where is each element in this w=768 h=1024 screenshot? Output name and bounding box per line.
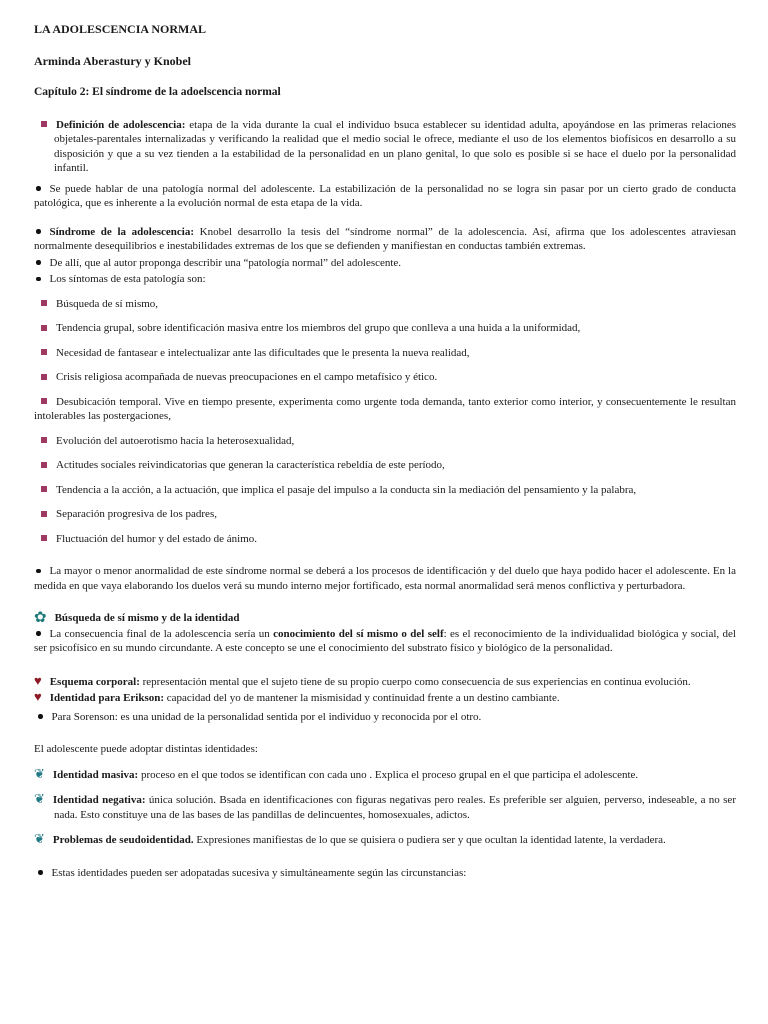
- negativa-label: Identidad negativa:: [52, 794, 146, 806]
- bullet-icon: [38, 714, 43, 719]
- square-bullet-icon: [41, 437, 47, 443]
- bullet-icon: [36, 631, 41, 636]
- document-title: LA ADOLESCENCIA NORMAL: [34, 22, 207, 36]
- sintoma-item: Separación progresiva de los padres,: [34, 507, 736, 522]
- leaf-icon: ❦: [34, 831, 45, 846]
- sintoma-item: Crisis religiosa acompañada de nuevas preocupaciones en el campo metafísico y ético.: [34, 370, 736, 385]
- square-bullet-icon: [41, 300, 47, 306]
- sintoma-item: Fluctuación del humor y del estado de ánimo.: [34, 532, 736, 547]
- bullet-icon: [36, 277, 41, 282]
- patologia-text: Se puede hablar de una patología normal del adolescente. La estabilización de la personalidad no se logra sin pasar por un cierto grado de conducta patológica, que es inherente a la evolución normal de esta etapa de la vida.: [34, 182, 736, 209]
- anormalidad-text: La mayor o menor anormalidad de este síndrome normal se deberá a los procesos de identificación y del duelo que haya podido hacer el adolescente. En la medida en que vaya elaborando los duelos verá su mundo interno mejor fortificado, esta normal anormalidad será menos conflictiva y perturbadora.: [34, 565, 736, 592]
- sorenson-paragraph: Para Sorenson: es una unidad de la personalidad sentida por el individuo y reconocida por el otro.: [34, 710, 736, 725]
- square-bullet-icon: [41, 325, 47, 331]
- square-bullet-icon: [41, 398, 47, 404]
- sintomas-intro-text: Los síntomas de esta patología son:: [49, 273, 206, 285]
- chapter-title: Capítulo 2: El síndrome de la adoelscencia normal: [34, 86, 281, 98]
- negativa-paragraph: ❦ Identidad negativa: única solución. Bsada en identificaciones con figuras negativas pero reales. Es preferible ser alguien, perverso, indeseable, a no ser nada. Esto constituye una de las bases de las pandillas de delincuentes, homosexuales, adictos.: [34, 791, 736, 821]
- ultima-paragraph: Estas identidades pueden ser adopatadas sucesiva y simultáneamente según las circunstancias:: [34, 866, 736, 881]
- authors: Arminda Aberastury y Knobel: [34, 53, 192, 68]
- bullet-icon: [36, 569, 41, 574]
- busqueda-heading-text: Búsqueda de sí mismo y de la identidad: [54, 612, 240, 624]
- bullet-icon: [36, 260, 41, 265]
- identidades-intro: El adolescente puede adoptar distintas identidades:: [34, 743, 258, 755]
- leaf-icon: ❦: [34, 791, 45, 806]
- square-bullet-icon: [41, 486, 47, 492]
- definition-text: etapa de la vida durante la cual el individuo bsuca establecer su identidad adulta, apoyándose en las primeras relaciones objetales-parentales internalizadas y verificando la realidad que el medio social le ofrece, mediante el uso de los elementos biofísicos en desarrollo a su disposición y que a su vez tienden a la estabilidad de la personalidad en un plano genital, lo que solo es posible si se hace el duelo por la personalidad infantil.: [54, 118, 736, 174]
- sindrome-paragraph: [34, 225, 736, 254]
- square-bullet-icon: [41, 535, 47, 541]
- masiva-paragraph: ❦ Identidad masiva: proceso en el que todos se identifican con cada uno . Explica el proceso grupal en el que participa el adolescente.: [34, 765, 639, 781]
- seudo-paragraph: ❦ Problemas de seudoidentidad. Expresiones manifiestas de lo que se quisiera o pudiera ser y que ocultan la identidad latente, la verdadera.: [34, 831, 666, 846]
- self-term: conocimiento del sí mismo o del self: [273, 627, 444, 640]
- bullet-icon: [38, 870, 43, 875]
- esquema-label: Esquema corporal:: [49, 675, 140, 688]
- sintoma-item: Desubicación temporal. Vive en tiempo presente, experimenta como urgente toda demanda, tanto exterior como interior, y consecuentemente le resultan intolerables las postergaciones,: [34, 395, 736, 422]
- sintoma-item: Necesidad de fantasear e intelectualizar ante las dificultades que le presenta la nueva realidad,: [34, 346, 736, 361]
- sintoma-item: Evolución del autoerotismo hacia la heterosexualidad,: [34, 434, 736, 449]
- flower-icon: ✿: [34, 610, 47, 626]
- square-bullet-icon: [41, 121, 47, 127]
- bullet-icon: [36, 229, 41, 234]
- sintoma-item: Búsqueda de sí mismo,: [34, 297, 736, 312]
- dealli-text: De allí, que al autor proponga describir una “patología normal” del adolescente.: [49, 256, 402, 269]
- bullet-icon: [36, 186, 41, 191]
- sindrome-text: Knobel desarrollo la tesis del “síndrome normal” de la adolescencia. Así, afirma que los adolescentes atraviesan normalmente desequilibrios e inestabilidades extremas de los que se defienden y manifiestan en conductas también extremas.: [34, 225, 737, 252]
- sintomas-intro-paragraph: [34, 272, 736, 287]
- sindrome-label: Síndrome de la adolescencia:: [49, 225, 194, 238]
- definition-label: Definición de adolescencia:: [56, 118, 186, 131]
- busqueda-paragraph: La consecuencia final de la adolescencia sería un conocimiento del sí mismo o del self: es el reconocimiento de la individualidad biológica y social, del ser psicofísico en su mundo circundante. A este concepto se une el conocimiento del substrato físico y biológico de la personalidad.: [34, 627, 736, 654]
- anormalidad-paragraph: [34, 564, 736, 593]
- sintomas-list: [34, 297, 736, 547]
- sintoma-item: Tendencia grupal, sobre identificación masiva entre los miembros del grupo que conlleva a una huida a la uniformidad,: [34, 321, 736, 336]
- seudo-label: Problemas de seudoidentidad.: [52, 834, 194, 846]
- heart-icon: ♥: [34, 672, 42, 688]
- patologia-paragraph: [34, 182, 736, 211]
- sintoma-item: Tendencia a la acción, a la actuación, que implica el pasaje del impulso a la conducta sin la mediación del pensamiento y la palabra,: [34, 483, 736, 498]
- esquema-paragraph: ♥ Esquema corporal: representación mental que el sujeto tiene de su propio cuerpo como consecuencia de sus experiencias en continua evolución.: [34, 672, 691, 688]
- erikson-label: Identidad para Erikson:: [49, 692, 165, 704]
- leaf-icon: ❦: [34, 765, 45, 781]
- heart-icon: ♥: [34, 689, 42, 704]
- erikson-paragraph: ♥ Identidad para Erikson: capacidad del yo de mantener la mismisidad y continuidad frente a un destino cambiante.: [34, 689, 560, 704]
- sintoma-item: Actitudes sociales reivindicatorias que generan la característica rebeldía de este período,: [34, 458, 736, 473]
- square-bullet-icon: [41, 462, 47, 468]
- square-bullet-icon: [41, 511, 47, 517]
- square-bullet-icon: [41, 374, 47, 380]
- definition-paragraph: [34, 118, 736, 176]
- dealli-paragraph: [34, 256, 736, 271]
- masiva-label: Identidad masiva:: [52, 768, 139, 781]
- busqueda-heading: [34, 611, 736, 626]
- square-bullet-icon: [41, 349, 47, 355]
